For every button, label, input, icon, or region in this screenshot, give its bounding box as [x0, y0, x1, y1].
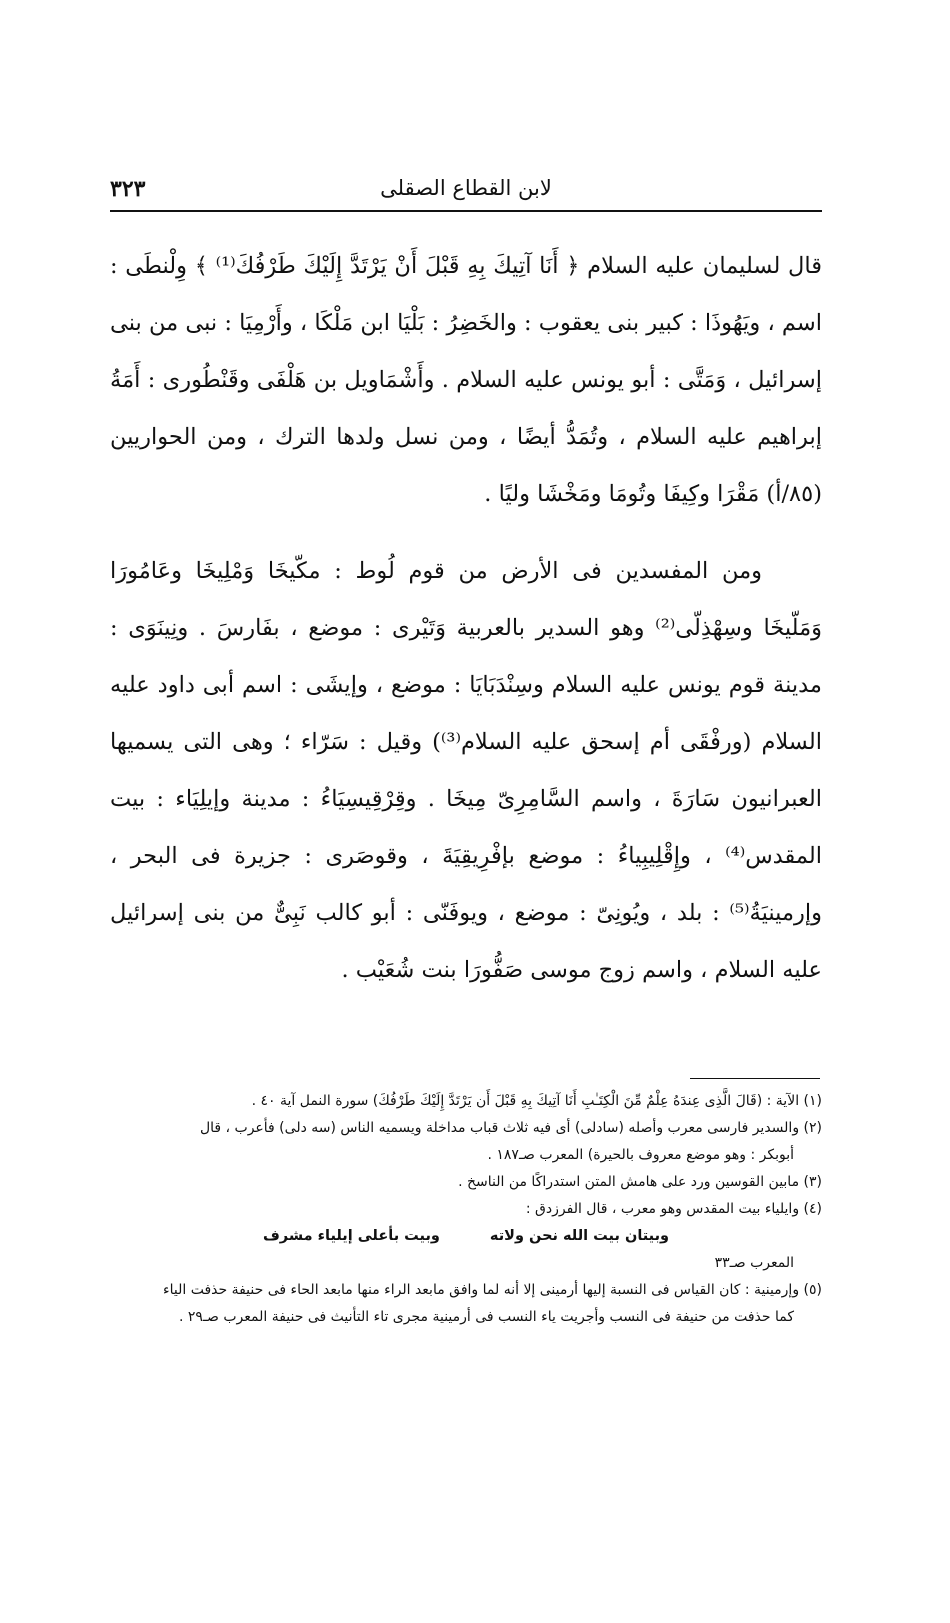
page-number: ٣٢٣	[110, 176, 146, 202]
paragraph-2: ومن المفسدين فى الأرض من قوم لُوط : مكّيخَا وَمْلِيخَا وعَامُورَا وَمَلّيخَا وسِهْذِلّى⁽²⁾ وهو السدير بالعربية وَتَيْرى : موضع ، بفَارسَ . ونِينَوَى : مدينة قوم يونس عليه السلام وسِنْدَبَايَا : موضع ، وإيشَى : اسم أبى داود عليه السلام (ورفْقَى أم إسحق عليه السلام⁽³⁾) وقيل : سَرّاء ؛ وهى التى يسميها العبرانيون سَارَةَ ، واسم السَّامِرِىّ مِيخَا . وقِرْقِيسِيَاءُ : مدينة وإيلِيَاء : بيت المقدس⁽⁴⁾ ، وإِقْلِيبِياءُ : موضع بإفْرِيقِيَةَ ، وقوصَرى : جزيرة فى البحر ، وإرمينيَةُ⁽⁵⁾ : بلد ، ويُونِىّ : موضع ، ويوفَنّى : أبو كالب نَبِىٌّ من بنى إسرائيل عليه السلام ، واسم زوج موسى صَفُّورَا بنت شُعَيْب .	[110, 558, 822, 983]
footnote-4: (٤) وايلياء بيت المقدس وهو معرب ، قال الفرزدق :	[525, 1201, 822, 1217]
footnote-1: (١) الآية : (قَالَ الَّذِى عِندَهُ عِلْمٌ مِّنَ الْكِتَـٰبِ أَنَا آتِيكَ بِهِ قَبْلَ أَن يَرْتَدَّ إِلَيْكَ طَرْفُكَ) سورة النمل آية ٤٠ .	[251, 1093, 822, 1109]
footnote-2: (٢) والسدير فارسى معرب وأصله (سادلى) أى فيه ثلاث قباب مداخلة ويسميه الناس (سه دلى) فأعرب ، قال	[199, 1120, 822, 1136]
main-text	[110, 238, 822, 999]
page-header	[110, 170, 822, 210]
verse-hemistich-2: وبيت بأعلى إيلياء مشرف	[262, 1228, 440, 1244]
paragraph-1: قال لسليمان عليه السلام ﴿ أَنَا آتِيكَ بِهِ قَبْلَ أَنْ يَرْتَدَّ إِلَيْكَ طَرْفُكَ⁽¹⁾ ﴾ وِلْنطَى : اسم ، ويَهُوذَا : كبير بنى يعقوب : والخَضِرُ : بَلْيَا ابن مَلْكَا ، وأَرْمِيَا : نبى من بنى إسرائيل ، وَمَتَّى : أبو يونس عليه السلام . وأَشْمَاويل بن هَلْفَى وقَنْطُورى : أَمَةُ إبراهيم عليه السلام ، وتُمَدُّ أيضًا ، ومن نسل ولدها الترك ، ومن الحواريين (٨٥/أ) مَقْرَا وكِيفَا وتُومَا ومَخْشَا وليًا .	[110, 253, 823, 507]
footnote-separator	[690, 1078, 820, 1079]
footnote-2-continuation: أبوبكر : وهو موضع معروف بالحيرة) المعرب صـ١٨٧ .	[487, 1147, 794, 1163]
footnote-3: (٣) مابين القوسين ورد على هامش المتن استدراكًا من الناسخ .	[458, 1174, 822, 1190]
header-rule	[110, 210, 822, 212]
footnote-4-source: المعرب صـ٣٣	[714, 1255, 794, 1271]
running-title: لابن القطاع الصقلى	[380, 176, 552, 200]
footnote-5: (٥) وإرمينية : كان القياس فى النسبة إليها أرمينى إلا أنه لما وافق مابعد الراء منها مابعد الحاء فى حنيفة حذفت الياء	[163, 1282, 822, 1298]
footnote-5-continuation: كما حذفت من حنيفة فى النسب وأجريت ياء النسب فى أرمينية مجرى تاء التأنيث فى حنيفة المعرب صـ٢٩ .	[178, 1309, 794, 1325]
footnote-4-verse	[110, 1223, 822, 1250]
verse-hemistich-1: وبيتان بيت الله نحن ولاته	[489, 1228, 670, 1244]
footnotes	[110, 1088, 822, 1331]
